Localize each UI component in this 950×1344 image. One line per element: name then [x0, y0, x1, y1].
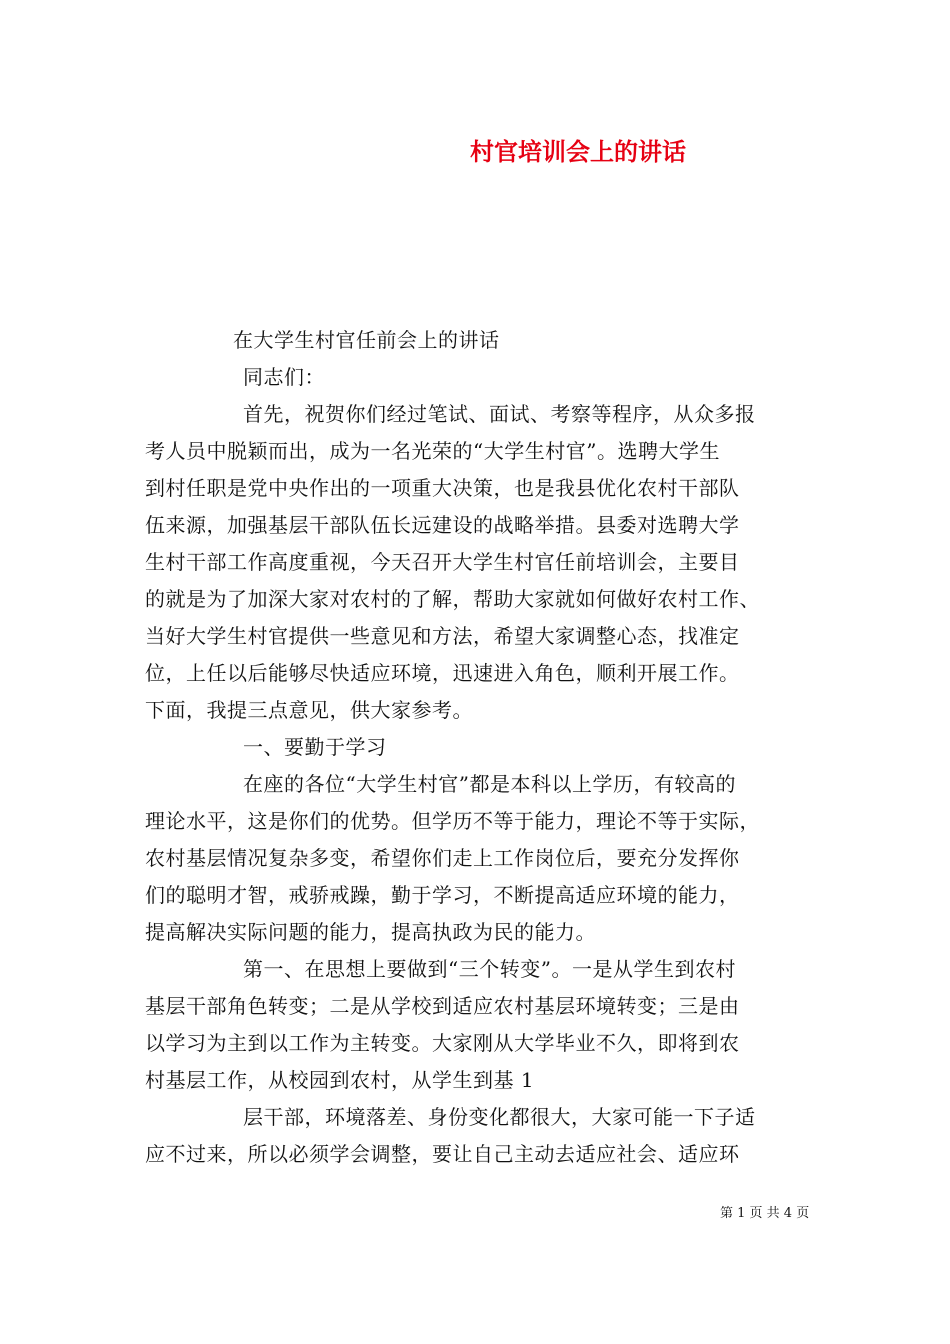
- paragraph-line: 提高解决实际问题的能力，提高执政为民的能力。: [145, 920, 596, 944]
- paragraph-line: 第一、在思想上要做到“三个转变”。一是从学生到农村: [243, 957, 736, 981]
- paragraph-line: 下面，我提三点意见，供大家参考。: [145, 698, 473, 722]
- paragraph-line: 应不过来，所以必须学会调整，要让自己主动去适应社会、适应环: [145, 1142, 740, 1166]
- paragraph-line: 当好大学生村官提供一些意见和方法，希望大家调整心态，找准定: [145, 624, 740, 648]
- paragraph-line: 理论水平，这是你们的优势。但学历不等于能力，理论不等于实际，: [145, 809, 760, 833]
- paragraph-line: 首先，祝贺你们经过笔试、面试、考察等程序，从众多报: [243, 402, 756, 426]
- document-title: 村官培训会上的讲话: [470, 137, 686, 166]
- paragraph-line: 一、要勤于学习: [243, 735, 387, 759]
- paragraph-line: 基层干部角色转变；二是从学校到适应农村基层环境转变；三是由: [145, 994, 740, 1018]
- paragraph-line: 以学习为主到以工作为主转变。大家刚从大学毕业不久，即将到农: [145, 1031, 740, 1055]
- paragraph-line: 考人员中脱颖而出，成为一名光荣的“大学生村官”。选聘大学生: [145, 439, 720, 463]
- paragraph-line: 的就是为了加深大家对农村的了解，帮助大家就如何做好农村工作、: [145, 587, 760, 611]
- paragraph-line: 伍来源，加强基层干部队伍长远建设的战略举措。县委对选聘大学: [145, 513, 740, 537]
- paragraph-line: 在座的各位“大学生村官”都是本科以上学历，有较高的: [243, 772, 736, 796]
- document-body: [145, 322, 810, 1173]
- paragraph-line: 层干部，环境落差、身份变化都很大，大家可能一下子适: [243, 1105, 756, 1129]
- paragraph-line: 生村干部工作高度重视，今天召开大学生村官任前培训会，主要目: [145, 550, 740, 574]
- paragraph-line: 到村任职是党中央作出的一项重大决策，也是我县优化农村干部队: [145, 476, 740, 500]
- paragraph-line: 在大学生村官任前会上的讲话: [233, 328, 500, 352]
- page-number: 第 1 页 共 4 页: [720, 1206, 810, 1221]
- paragraph-line: 农村基层情况复杂多变，希望你们走上工作岗位后，要充分发挥你: [145, 846, 740, 870]
- paragraph-line: 们的聪明才智，戒骄戒躁，勤于学习，不断提高适应环境的能力，: [145, 883, 740, 907]
- paragraph-line: 村基层工作，从校园到农村，从学生到基 1: [145, 1068, 535, 1092]
- paragraph-line: 同志们：: [243, 365, 325, 389]
- paragraph-line: 位，上任以后能够尽快适应环境，迅速进入角色，顺利开展工作。: [145, 661, 740, 685]
